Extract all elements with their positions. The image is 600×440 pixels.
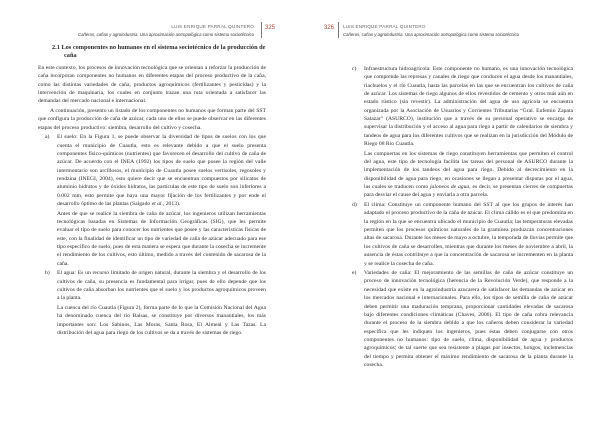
text-run: Las compuertas en los sistemas de riego constituyen herramientas que permiten el control del agua, este tipo de tecnología facilita las tareas del personal de ASURCO durante la implementación de los tandeos del agua para riego. Debido al decrecimiento en la disponibilidad de agua para riego, en ocasiones se llegan a presentar disputas por el agua, las cuales se traducen como xyxy=(364,150,573,191)
list-text: Variedades de caña: El mejoramiento de las semillas de caña de azúcar constituye un proceso de innovación tecnológica (herencia de la Revolución Verde), que responde a la necesidad que existe en la agroindustria azucarera de satisfacer las demandas de azúcar en los mercados nacional e internacionales. Para ello, los tipos de semilla de caña de azúcar deben permitir una maduración temprana, proporcionar cantidades elevadas de sacarosa bajo diferentes condiciones climáticas (Chaves, 2006). El tipo de caña cobra relevancia durante el proceso de la siembra debido a que los cañeros deben considerar la variedad específica que les indiquen los ingenieros, pues éstas deben conjugarse con otros componentes no humanos: tipo de suelo, clima, disponibilidad de agua y productos agroquímicos; de tal suerte que sea resistente a plagas por insectos, hongos, inclemencias del tiempo y permita obtener el máximo rendimiento de sacarosa de la planta durante la cosecha. xyxy=(364,270,573,368)
page-number: 325 xyxy=(265,25,276,31)
header-divider xyxy=(261,22,262,38)
text-run: , 2013). xyxy=(162,200,181,207)
list-text xyxy=(57,133,266,208)
list-item-infrastructure xyxy=(345,65,573,148)
running-header-subtitle: Cañeros, cañas y agroindustria. Una aproximación antropológica como sistema sociotécnico xyxy=(343,32,520,37)
text-run: El suelo: En la Figura 1, se puede observar la diversidad de tipos de suelos con los que cuenta el municipio de Cuautla, esto es relevante debido a que el suelo presenta componentes físico-químicos (nutrientes) que favorecen el desarrollo del cultivo de caña de azúcar. De acuerdo con el INEA (1992) los tipos de suelo que posee la región del valle intermontario son arcillosos, el municipio de Cuautla posee suelos vertisoles, regosoles y rendzina (INEGI, 2004), esto quiere decir que se encuentran compuestos por silicatos de aluminio hidratos y de óxidos hidratos, las partículas de este tipo de suelo son inferiores a 0.002 mm, esto permite que haya una mayor fijación de los fertilizantes y por ende el desarrollo óptimo de las plantas (Salgado xyxy=(57,134,266,207)
list-continuation xyxy=(364,150,573,200)
paragraph: En este contexto, los procesos de innovación tecnológica que se orientan a reforzar la producción de caña incorporan componentes no humanos en diferentes etapas del proceso productivo de la caña, como las distintas variedades de caña, productos agroquímicos (fertilizantes y pesticidas) y la intervención de maquinaria, los cuales en conjunto trazan una ruta orientada a satisfacer las demandas del mercado nacional e internacional. xyxy=(38,64,266,105)
italic-run: jaloneos de agua xyxy=(429,184,470,191)
list-label: b) xyxy=(45,270,50,277)
running-header-author: LUIS ENRIQUE PARRAL QUINTERO xyxy=(343,24,426,29)
list-label: d) xyxy=(352,202,357,209)
running-header-author: LUIS ENRIQUE PARRAL QUINTERO xyxy=(171,24,254,29)
list-continuation: La cuenca del río Cuautla (Figura 2), forma parte de lo que la Comisión Nacional del Agua ha denominado cuenca del río Balsas, se constituye por diversos manantiales, los más importantes son: Los Sabinos, Las Moras, Santa Rosa, El Almeal y Las Tazas. La distribución del agua para riego de los cultivos se da a través de sistemas de riego. xyxy=(57,304,266,336)
list-label: e) xyxy=(352,270,357,277)
paragraph: A continuación, presento un listado de los componentes no humanos que forman parte del SST que configura la producción de caña de azúcar, cada uno de ellos se puede observar en las diferentes etapas del proceso productivo: siembra, desarrollo del cultivo y cosecha. xyxy=(38,107,266,131)
list-item-water xyxy=(38,269,266,302)
list-text: El clima: Constituye un componente humano del SST al que los grupos de interés han adaptado el proceso productivo de la caña de azúcar. El clima cálido es el que predomina en la región en la que se encuentra ubicado el municipio de Cuautla; las temperaturas elevadas permiten que los procesos químicos naturales de la gramínea produzcan concentraciones altas de sacarosa. Durante los meses de mayo a octubre, la temporada de lluvias permite que los cultivos de caña se desarrollen, mientras que durante los meses de noviembre a abril, la ausencia de éstas contribuye a que la concentración de sacarosa se incrementen en la planta y se realice la cosecha de caña. xyxy=(364,202,573,267)
header-divider xyxy=(338,22,339,38)
list-label: a) xyxy=(45,134,50,141)
list-text: El agua: Es un recurso limitado de origen natural, durante la siembra y el desarrollo de los cultivos de caña, su presencia es fundamental para irrigar, pues de ello depende que los cultivos de caña absorban los nutrientes que el suelo y los productos agroquímicos proveen a la planta. xyxy=(57,270,266,302)
left-page-body xyxy=(38,44,266,339)
list-item-soil xyxy=(38,133,266,208)
page-number: 326 xyxy=(324,25,335,31)
section-heading: 2.1 Los componentes no humanos en el sistema sociotécnico de la producción de caña xyxy=(52,44,266,60)
list-item-climate xyxy=(345,201,573,268)
list-item-varieties xyxy=(345,269,573,369)
running-header-subtitle: Cañeros, cañas y agroindustria. Una aproximación antropológica como sistema sociotécnico xyxy=(77,32,254,37)
italic-run: et al. xyxy=(151,200,163,207)
list-continuation: Antes de que se realice la siembra de caña de azúcar, los ingenieros utilizan herramientas tecnológicas basadas en Sistemas de Información Geográficas (SIG), que les permite evaluar el tipo de suelo para conocer los nutrientes que posee y las características físicas de este, con la finalidad de identificar un tipo de variedad de caña de azúcar adecuado para ese tipo específico de suelo, pues de esta manera se espera que durante la cosecha se incremente el rendimiento de los cultivos, esto último, medido a través del contenido de sacarosa de la caña. xyxy=(57,210,266,267)
right-page-body xyxy=(345,65,573,371)
list-text: Infraestructura hidroagrícola: Este componente no humano, es una innovación tecnológica que comprende las represas y canales de riego que conducen el agua desde los manantiales, riachuelos y el río Cuautla, hasta las parcelas en las que se encuentran los cultivos de caña de azúcar. Los sistemas de riego algunos de ellos revestidos de cemento y otros más aún en estado rústico (sin revestir). La administración del agua de uso agrícola se encuentra organizada por la Asociación de Usuarios y Corrientes Tributarias “Gral. Eufemio Zapata Salazar” (ASURCO), institución que a través de su personal operativo se encarga de supervisar la distribución y el acceso al agua para riego a partir de calendarios de siembra y tandeos de agua para los diferentes cultivos que se realizan en la jurisdicción del Módulo de Riego 08 Río Cuautla. xyxy=(364,66,573,148)
list-label: c) xyxy=(352,66,357,72)
text-run: , es decir, se presentan cierres de compuertas para desviar el cause del agua y enviarla a otra parcela. xyxy=(364,184,573,199)
right-page xyxy=(300,0,600,440)
